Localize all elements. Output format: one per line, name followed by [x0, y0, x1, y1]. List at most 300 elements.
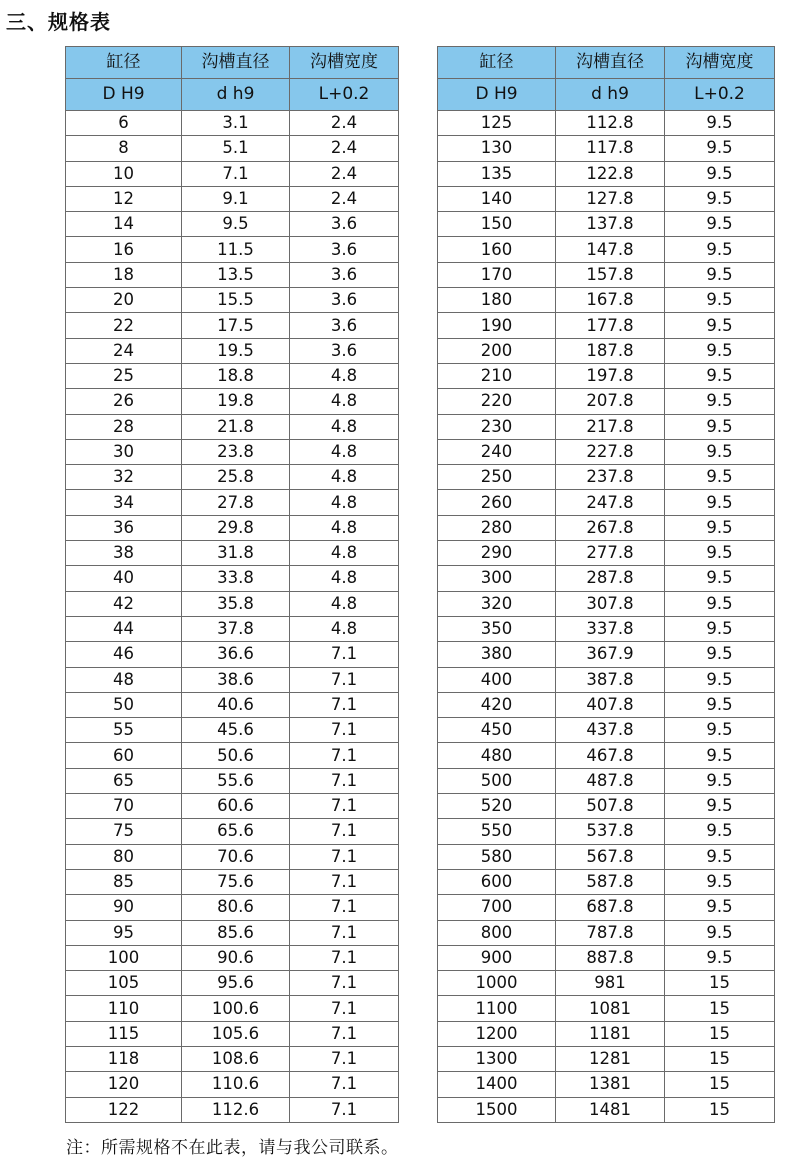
- cell-bore: 260: [438, 490, 556, 515]
- cell-bore: 80: [66, 844, 182, 869]
- table-row: [438, 237, 775, 262]
- cell-groove-width: 4.8: [290, 439, 399, 464]
- table-row: [66, 490, 399, 515]
- cell-groove-width: 7.1: [290, 692, 399, 717]
- header-cell-bore-tol: D H9: [66, 79, 182, 111]
- table-row: [66, 1072, 399, 1097]
- table-row: [66, 743, 399, 768]
- cell-groove-width: 9.5: [665, 945, 775, 970]
- cell-groove-diameter: 227.8: [556, 439, 665, 464]
- cell-groove-diameter: 187.8: [556, 338, 665, 363]
- cell-groove-width: 9.5: [665, 869, 775, 894]
- cell-bore: 800: [438, 920, 556, 945]
- cell-groove-width: 9.5: [665, 667, 775, 692]
- cell-groove-width: 7.1: [290, 667, 399, 692]
- table-row: [438, 768, 775, 793]
- cell-groove-diameter: 167.8: [556, 288, 665, 313]
- cell-groove-width: 9.5: [665, 288, 775, 313]
- cell-groove-diameter: 45.6: [182, 718, 290, 743]
- cell-groove-width: 9.5: [665, 692, 775, 717]
- table-row: [66, 338, 399, 363]
- cell-groove-diameter: 31.8: [182, 541, 290, 566]
- cell-groove-diameter: 177.8: [556, 313, 665, 338]
- cell-groove-diameter: 13.5: [182, 262, 290, 287]
- cell-groove-diameter: 122.8: [556, 161, 665, 186]
- cell-groove-diameter: 27.8: [182, 490, 290, 515]
- cell-groove-diameter: 127.8: [556, 186, 665, 211]
- cell-groove-width: 9.5: [665, 591, 775, 616]
- table-row: [66, 1021, 399, 1046]
- cell-groove-width: 4.8: [290, 515, 399, 540]
- cell-bore: 65: [66, 768, 182, 793]
- cell-groove-width: 9.5: [665, 819, 775, 844]
- cell-bore: 1500: [438, 1097, 556, 1122]
- cell-bore: 40: [66, 566, 182, 591]
- cell-groove-width: 9.5: [665, 515, 775, 540]
- cell-bore: 250: [438, 465, 556, 490]
- cell-groove-diameter: 110.6: [182, 1072, 290, 1097]
- cell-groove-diameter: 1381: [556, 1072, 665, 1097]
- cell-groove-diameter: 437.8: [556, 718, 665, 743]
- cell-bore: 95: [66, 920, 182, 945]
- table-row: [438, 1072, 775, 1097]
- table-row: [66, 794, 399, 819]
- cell-groove-diameter: 23.8: [182, 439, 290, 464]
- table-row: [438, 389, 775, 414]
- table-row: [438, 1021, 775, 1046]
- cell-groove-width: 9.5: [665, 920, 775, 945]
- table-row: [66, 768, 399, 793]
- table-row: [66, 692, 399, 717]
- cell-groove-diameter: 100.6: [182, 996, 290, 1021]
- header-cell-groove-diameter-tol: d h9: [556, 79, 665, 111]
- cell-groove-diameter: 35.8: [182, 591, 290, 616]
- cell-bore: 46: [66, 642, 182, 667]
- table-row: [66, 389, 399, 414]
- cell-groove-width: 7.1: [290, 996, 399, 1021]
- cell-groove-diameter: 787.8: [556, 920, 665, 945]
- cell-bore: 230: [438, 414, 556, 439]
- cell-groove-width: 7.1: [290, 895, 399, 920]
- cell-groove-width: 9.5: [665, 490, 775, 515]
- cell-bore: 44: [66, 616, 182, 641]
- cell-bore: 6: [66, 111, 182, 136]
- cell-groove-diameter: 567.8: [556, 844, 665, 869]
- table-row: [66, 869, 399, 894]
- cell-groove-diameter: 981: [556, 971, 665, 996]
- cell-bore: 160: [438, 237, 556, 262]
- cell-groove-width: 9.5: [665, 363, 775, 388]
- cell-groove-diameter: 18.8: [182, 363, 290, 388]
- cell-groove-diameter: 887.8: [556, 945, 665, 970]
- table-row: [438, 920, 775, 945]
- cell-bore: 280: [438, 515, 556, 540]
- cell-bore: 120: [66, 1072, 182, 1097]
- cell-groove-diameter: 5.1: [182, 136, 290, 161]
- cell-bore: 420: [438, 692, 556, 717]
- cell-groove-diameter: 1281: [556, 1046, 665, 1071]
- cell-groove-diameter: 487.8: [556, 768, 665, 793]
- table-row: [66, 541, 399, 566]
- cell-bore: 900: [438, 945, 556, 970]
- table-body: [438, 111, 775, 1123]
- cell-groove-diameter: 80.6: [182, 895, 290, 920]
- cell-groove-diameter: 33.8: [182, 566, 290, 591]
- header-cell-bore: 缸径: [438, 47, 556, 79]
- cell-groove-width: 3.6: [290, 288, 399, 313]
- cell-groove-diameter: 21.8: [182, 414, 290, 439]
- cell-groove-width: 7.1: [290, 945, 399, 970]
- cell-groove-width: 9.5: [665, 111, 775, 136]
- cell-groove-diameter: 197.8: [556, 363, 665, 388]
- cell-groove-width: 9.5: [665, 262, 775, 287]
- cell-groove-width: 4.8: [290, 616, 399, 641]
- cell-groove-width: 3.6: [290, 212, 399, 237]
- table-row: [438, 111, 775, 136]
- cell-groove-diameter: 108.6: [182, 1046, 290, 1071]
- cell-groove-width: 9.5: [665, 313, 775, 338]
- header-row-tolerances: [438, 79, 775, 111]
- cell-groove-width: 3.6: [290, 262, 399, 287]
- cell-groove-diameter: 17.5: [182, 313, 290, 338]
- table-row: [438, 996, 775, 1021]
- table-row: [438, 869, 775, 894]
- cell-bore: 140: [438, 186, 556, 211]
- cell-groove-diameter: 137.8: [556, 212, 665, 237]
- table-row: [438, 363, 775, 388]
- table-row: [438, 819, 775, 844]
- cell-groove-diameter: 147.8: [556, 237, 665, 262]
- cell-groove-diameter: 1081: [556, 996, 665, 1021]
- cell-groove-width: 9.5: [665, 212, 775, 237]
- cell-groove-diameter: 60.6: [182, 794, 290, 819]
- cell-bore: 38: [66, 541, 182, 566]
- cell-groove-diameter: 19.5: [182, 338, 290, 363]
- cell-bore: 190: [438, 313, 556, 338]
- cell-groove-diameter: 55.6: [182, 768, 290, 793]
- cell-bore: 290: [438, 541, 556, 566]
- cell-bore: 42: [66, 591, 182, 616]
- cell-bore: 12: [66, 186, 182, 211]
- cell-groove-diameter: 337.8: [556, 616, 665, 641]
- table-row: [438, 616, 775, 641]
- cell-groove-width: 2.4: [290, 111, 399, 136]
- cell-groove-diameter: 237.8: [556, 465, 665, 490]
- table-row: [438, 161, 775, 186]
- header-cell-groove-width-tol: L+0.2: [290, 79, 399, 111]
- cell-groove-width: 7.1: [290, 743, 399, 768]
- table-row: [66, 945, 399, 970]
- cell-groove-diameter: 587.8: [556, 869, 665, 894]
- table-row: [438, 895, 775, 920]
- table-header: [438, 47, 775, 111]
- cell-groove-width: 4.8: [290, 414, 399, 439]
- cell-bore: 1200: [438, 1021, 556, 1046]
- table-row: [438, 844, 775, 869]
- cell-groove-diameter: 3.1: [182, 111, 290, 136]
- cell-groove-diameter: 50.6: [182, 743, 290, 768]
- cell-bore: 70: [66, 794, 182, 819]
- cell-bore: 75: [66, 819, 182, 844]
- header-row-names: [438, 47, 775, 79]
- cell-bore: 32: [66, 465, 182, 490]
- cell-groove-diameter: 112.6: [182, 1097, 290, 1122]
- cell-bore: 1300: [438, 1046, 556, 1071]
- cell-bore: 550: [438, 819, 556, 844]
- cell-bore: 22: [66, 313, 182, 338]
- cell-bore: 600: [438, 869, 556, 894]
- table-row: [438, 515, 775, 540]
- cell-groove-diameter: 307.8: [556, 591, 665, 616]
- cell-groove-width: 7.1: [290, 920, 399, 945]
- cell-groove-width: 7.1: [290, 1097, 399, 1122]
- cell-groove-width: 4.8: [290, 541, 399, 566]
- table-row: [438, 794, 775, 819]
- table-row: [66, 237, 399, 262]
- cell-groove-diameter: 37.8: [182, 616, 290, 641]
- table-row: [66, 414, 399, 439]
- cell-groove-diameter: 11.5: [182, 237, 290, 262]
- cell-groove-width: 7.1: [290, 1021, 399, 1046]
- cell-groove-width: 4.8: [290, 490, 399, 515]
- cell-groove-width: 9.5: [665, 768, 775, 793]
- cell-groove-width: 7.1: [290, 642, 399, 667]
- header-row-tolerances: [66, 79, 399, 111]
- cell-groove-width: 9.5: [665, 237, 775, 262]
- cell-groove-width: 7.1: [290, 844, 399, 869]
- cell-bore: 170: [438, 262, 556, 287]
- table-row: [66, 667, 399, 692]
- table-row: [438, 591, 775, 616]
- cell-groove-width: 7.1: [290, 794, 399, 819]
- cell-groove-diameter: 247.8: [556, 490, 665, 515]
- cell-groove-width: 9.5: [665, 642, 775, 667]
- cell-groove-width: 9.5: [665, 186, 775, 211]
- cell-groove-diameter: 65.6: [182, 819, 290, 844]
- cell-bore: 135: [438, 161, 556, 186]
- cell-bore: 580: [438, 844, 556, 869]
- table-row: [438, 718, 775, 743]
- table-row: [66, 642, 399, 667]
- cell-groove-width: 15: [665, 1021, 775, 1046]
- cell-groove-width: 2.4: [290, 136, 399, 161]
- table-row: [66, 566, 399, 591]
- table-row: [438, 338, 775, 363]
- table-row: [438, 186, 775, 211]
- cell-bore: 180: [438, 288, 556, 313]
- cell-bore: 10: [66, 161, 182, 186]
- table-row: [66, 262, 399, 287]
- cell-groove-width: 9.5: [665, 414, 775, 439]
- cell-groove-width: 4.8: [290, 363, 399, 388]
- table-row: [66, 313, 399, 338]
- cell-bore: 300: [438, 566, 556, 591]
- cell-bore: 240: [438, 439, 556, 464]
- cell-groove-width: 7.1: [290, 1072, 399, 1097]
- header-cell-groove-width: 沟槽宽度: [290, 47, 399, 79]
- cell-groove-width: 9.5: [665, 566, 775, 591]
- cell-groove-width: 9.5: [665, 718, 775, 743]
- cell-groove-width: 15: [665, 1072, 775, 1097]
- header-cell-groove-diameter: 沟槽直径: [182, 47, 290, 79]
- cell-groove-width: 9.5: [665, 541, 775, 566]
- table-row: [66, 971, 399, 996]
- cell-groove-diameter: 287.8: [556, 566, 665, 591]
- cell-bore: 320: [438, 591, 556, 616]
- table-row: [66, 186, 399, 211]
- cell-groove-diameter: 25.8: [182, 465, 290, 490]
- cell-bore: 110: [66, 996, 182, 1021]
- cell-groove-width: 4.8: [290, 591, 399, 616]
- cell-groove-width: 2.4: [290, 186, 399, 211]
- header-cell-bore-tol: D H9: [438, 79, 556, 111]
- spec-table-right: [437, 46, 775, 1123]
- cell-groove-width: 4.8: [290, 566, 399, 591]
- table-row: [66, 920, 399, 945]
- cell-groove-diameter: 1481: [556, 1097, 665, 1122]
- header-cell-groove-width: 沟槽宽度: [665, 47, 775, 79]
- cell-groove-diameter: 38.6: [182, 667, 290, 692]
- table-header: [66, 47, 399, 111]
- cell-bore: 122: [66, 1097, 182, 1122]
- table-row: [66, 1097, 399, 1122]
- table-row: [66, 439, 399, 464]
- cell-groove-diameter: 85.6: [182, 920, 290, 945]
- cell-bore: 1000: [438, 971, 556, 996]
- cell-bore: 14: [66, 212, 182, 237]
- table-row: [438, 313, 775, 338]
- cell-groove-diameter: 407.8: [556, 692, 665, 717]
- header-cell-groove-diameter: 沟槽直径: [556, 47, 665, 79]
- cell-groove-width: 4.8: [290, 465, 399, 490]
- cell-bore: 34: [66, 490, 182, 515]
- cell-bore: 210: [438, 363, 556, 388]
- table-row: [66, 819, 399, 844]
- cell-groove-diameter: 70.6: [182, 844, 290, 869]
- cell-groove-width: 7.1: [290, 971, 399, 996]
- table-row: [438, 667, 775, 692]
- table-row: [438, 439, 775, 464]
- cell-groove-diameter: 687.8: [556, 895, 665, 920]
- cell-groove-diameter: 1181: [556, 1021, 665, 1046]
- cell-groove-width: 9.5: [665, 389, 775, 414]
- table-row: [66, 515, 399, 540]
- cell-groove-width: 9.5: [665, 794, 775, 819]
- table-row: [438, 971, 775, 996]
- section-title: 三、规格表: [6, 10, 111, 34]
- header-row-names: [66, 47, 399, 79]
- cell-groove-diameter: 112.8: [556, 111, 665, 136]
- table-row: [438, 212, 775, 237]
- cell-bore: 28: [66, 414, 182, 439]
- cell-bore: 350: [438, 616, 556, 641]
- table-row: [438, 465, 775, 490]
- table-row: [438, 945, 775, 970]
- cell-groove-width: 9.5: [665, 895, 775, 920]
- cell-bore: 700: [438, 895, 556, 920]
- cell-groove-width: 3.6: [290, 237, 399, 262]
- cell-groove-diameter: 537.8: [556, 819, 665, 844]
- cell-bore: 480: [438, 743, 556, 768]
- cell-groove-width: 15: [665, 971, 775, 996]
- table-row: [66, 844, 399, 869]
- table-row: [66, 996, 399, 1021]
- cell-groove-diameter: 157.8: [556, 262, 665, 287]
- table-row: [438, 566, 775, 591]
- cell-bore: 36: [66, 515, 182, 540]
- cell-bore: 90: [66, 895, 182, 920]
- cell-groove-width: 3.6: [290, 313, 399, 338]
- table-row: [438, 414, 775, 439]
- cell-groove-width: 9.5: [665, 136, 775, 161]
- cell-groove-diameter: 9.5: [182, 212, 290, 237]
- table-row: [66, 363, 399, 388]
- table-row: [438, 490, 775, 515]
- table-row: [438, 136, 775, 161]
- table-row: [66, 136, 399, 161]
- cell-groove-diameter: 105.6: [182, 1021, 290, 1046]
- spec-table-left: [65, 46, 399, 1123]
- cell-groove-width: 15: [665, 1097, 775, 1122]
- cell-groove-diameter: 19.8: [182, 389, 290, 414]
- cell-bore: 25: [66, 363, 182, 388]
- cell-groove-width: 9.5: [665, 844, 775, 869]
- table-row: [438, 642, 775, 667]
- cell-groove-diameter: 117.8: [556, 136, 665, 161]
- cell-groove-width: 7.1: [290, 819, 399, 844]
- table-row: [438, 1097, 775, 1122]
- cell-bore: 1400: [438, 1072, 556, 1097]
- cell-groove-diameter: 15.5: [182, 288, 290, 313]
- table-row: [66, 718, 399, 743]
- cell-groove-width: 7.1: [290, 718, 399, 743]
- cell-bore: 30: [66, 439, 182, 464]
- table-row: [66, 895, 399, 920]
- cell-groove-width: 3.6: [290, 338, 399, 363]
- table-row: [66, 212, 399, 237]
- cell-groove-width: 15: [665, 996, 775, 1021]
- cell-groove-diameter: 36.6: [182, 642, 290, 667]
- cell-bore: 118: [66, 1046, 182, 1071]
- cell-bore: 85: [66, 869, 182, 894]
- cell-bore: 50: [66, 692, 182, 717]
- cell-bore: 24: [66, 338, 182, 363]
- cell-groove-width: 7.1: [290, 869, 399, 894]
- cell-bore: 48: [66, 667, 182, 692]
- cell-groove-diameter: 29.8: [182, 515, 290, 540]
- cell-groove-diameter: 7.1: [182, 161, 290, 186]
- cell-bore: 450: [438, 718, 556, 743]
- cell-groove-width: 9.5: [665, 439, 775, 464]
- cell-groove-diameter: 367.9: [556, 642, 665, 667]
- table-row: [66, 288, 399, 313]
- cell-bore: 60: [66, 743, 182, 768]
- cell-groove-width: 9.5: [665, 161, 775, 186]
- cell-bore: 26: [66, 389, 182, 414]
- cell-groove-diameter: 217.8: [556, 414, 665, 439]
- cell-bore: 1100: [438, 996, 556, 1021]
- cell-groove-width: 7.1: [290, 1046, 399, 1071]
- cell-bore: 125: [438, 111, 556, 136]
- cell-bore: 200: [438, 338, 556, 363]
- cell-bore: 400: [438, 667, 556, 692]
- footer-note: 注：所需规格不在此表，请与我公司联系。: [66, 1138, 399, 1158]
- table-row: [438, 743, 775, 768]
- cell-bore: 20: [66, 288, 182, 313]
- cell-groove-width: 4.8: [290, 389, 399, 414]
- table-row: [438, 288, 775, 313]
- cell-groove-diameter: 387.8: [556, 667, 665, 692]
